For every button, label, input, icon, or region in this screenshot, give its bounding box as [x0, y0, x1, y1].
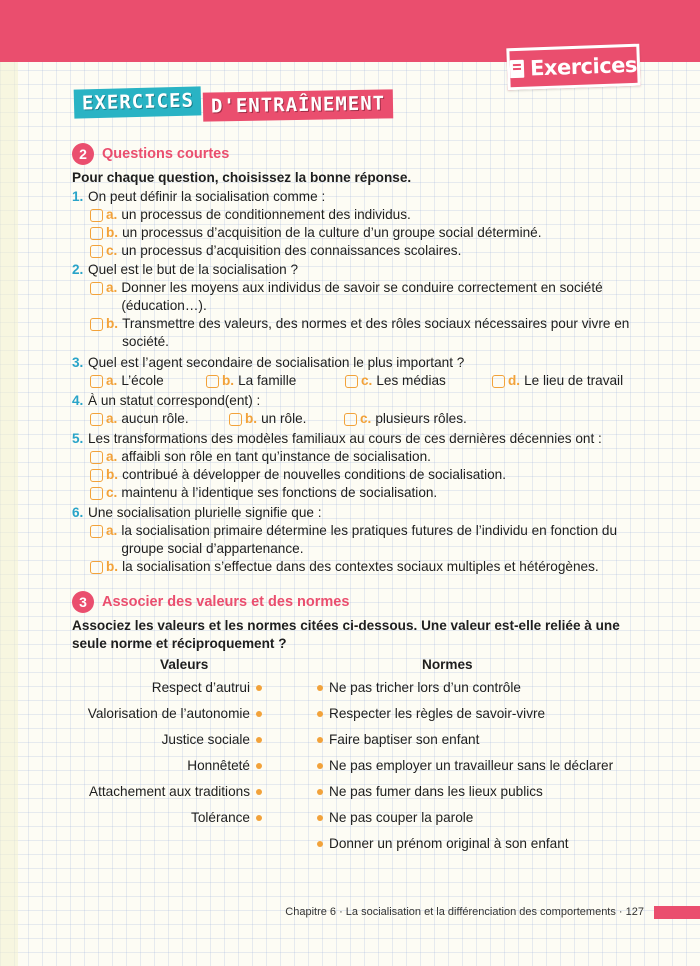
- section-title: Associer des valeurs et des normes: [102, 594, 350, 610]
- connector-dot[interactable]: [256, 685, 262, 691]
- option-row: [88, 372, 672, 390]
- option[interactable]: c. plusieurs rôles.: [344, 410, 467, 428]
- option[interactable]: c. un processus d’acquisition des connaissances scolaires.: [88, 242, 672, 260]
- norm-item[interactable]: Ne pas fumer dans les lieux publics: [317, 784, 543, 799]
- value-item[interactable]: Honnêteté: [187, 758, 262, 773]
- value-item[interactable]: Respect d’autrui: [152, 680, 262, 695]
- value-item[interactable]: Tolérance: [191, 810, 262, 825]
- checkbox[interactable]: [90, 451, 103, 464]
- question-1: 1. On peut définir la socialisation comme :: [72, 189, 326, 204]
- norm-item[interactable]: Donner un prénom original à son enfant: [317, 836, 569, 851]
- option[interactable]: b. un rôle.: [229, 410, 344, 428]
- option-row: [88, 410, 672, 428]
- option[interactable]: b. un processus d’acquisition de la culture d’un groupe social déterminé.: [88, 224, 672, 242]
- question-5: 5. Les transformations des modèles familiaux au cours de ces dernières décennies ont :: [72, 431, 602, 446]
- section-instruction: Associez les valeurs et les normes citées ci-dessous. Une valeur est-elle reliée à une seule norme et réciproquement ?: [72, 618, 620, 651]
- checkbox[interactable]: [492, 375, 505, 388]
- option[interactable]: a. affaibli son rôle en tant qu’instance de socialisation.: [88, 448, 672, 466]
- question-2: 2. Quel est le but de la socialisation ?: [72, 262, 299, 277]
- checkbox[interactable]: [90, 318, 103, 331]
- value-item[interactable]: Justice sociale: [162, 732, 262, 747]
- option[interactable]: b. contribué à développer de nouvelles conditions de socialisation.: [88, 466, 672, 484]
- section-3-heading: [72, 590, 672, 614]
- margin-strip: [0, 62, 18, 966]
- norm-item[interactable]: Ne pas couper la parole: [317, 810, 473, 825]
- connector-dot[interactable]: [317, 711, 323, 717]
- connector-dot[interactable]: [256, 763, 262, 769]
- question-4: 4. À un statut correspond(ent) :: [72, 393, 261, 408]
- banner-part-1: EXERCICES: [74, 86, 202, 118]
- section-banner: [74, 88, 393, 118]
- checkbox[interactable]: [206, 375, 219, 388]
- connector-dot[interactable]: [317, 737, 323, 743]
- section-instruction: Pour chaque question, choisissez la bonne réponse.: [72, 170, 412, 185]
- norm-item[interactable]: Ne pas employer un travailleur sans le déclarer: [317, 758, 613, 773]
- option[interactable]: c. Les médias: [345, 372, 492, 390]
- section-number: 3: [72, 591, 94, 613]
- option[interactable]: a. la socialisation primaire détermine les pratiques futures de l’individu en fonction du groupe social d’appartenance.: [88, 522, 672, 558]
- book-icon: [510, 60, 525, 78]
- checkbox[interactable]: [90, 227, 103, 240]
- section-number: 2: [72, 143, 94, 165]
- badge-label: Exercices: [529, 52, 638, 81]
- question-6: 6. Une socialisation plurielle signifie que :: [72, 505, 322, 520]
- checkbox[interactable]: [229, 413, 242, 426]
- checkbox[interactable]: [90, 525, 103, 538]
- option[interactable]: a. aucun rôle.: [90, 410, 229, 428]
- checkbox[interactable]: [90, 487, 103, 500]
- connector-dot[interactable]: [256, 737, 262, 743]
- connector-dot[interactable]: [317, 841, 323, 847]
- option[interactable]: c. maintenu à l’identique ses fonctions de socialisation.: [88, 484, 672, 502]
- checkbox[interactable]: [345, 375, 358, 388]
- option[interactable]: b. Transmettre des valeurs, des normes et des rôles sociaux nécessaires pour vivre en société.: [88, 315, 672, 351]
- checkbox[interactable]: [90, 245, 103, 258]
- section-2-heading: [72, 142, 672, 166]
- value-item[interactable]: Valorisation de l’autonomie: [88, 706, 262, 721]
- matching-exercise: [72, 657, 672, 853]
- checkbox[interactable]: [90, 469, 103, 482]
- connector-dot[interactable]: [317, 685, 323, 691]
- option[interactable]: b. la socialisation s’effectue dans des contextes sociaux multiples et hétérogènes.: [88, 558, 672, 576]
- connector-dot[interactable]: [256, 789, 262, 795]
- question-list: [72, 188, 672, 576]
- value-item[interactable]: Attachement aux traditions: [89, 784, 262, 799]
- connector-dot[interactable]: [256, 815, 262, 821]
- norm-item[interactable]: Ne pas tricher lors d’un contrôle: [317, 680, 521, 695]
- norm-item[interactable]: Faire baptiser son enfant: [317, 732, 479, 747]
- option[interactable]: d. Le lieu de travail: [492, 372, 623, 390]
- option[interactable]: a. L’école: [90, 372, 206, 390]
- checkbox[interactable]: [90, 282, 103, 295]
- checkbox[interactable]: [90, 413, 103, 426]
- page-footer: Chapitre 6 · La socialisation et la différenciation des comportements · 127: [285, 906, 644, 918]
- checkbox[interactable]: [90, 561, 103, 574]
- checkbox[interactable]: [344, 413, 357, 426]
- connector-dot[interactable]: [317, 763, 323, 769]
- option[interactable]: a. Donner les moyens aux individus de savoir se conduire correctement en société (éducation…).: [88, 279, 672, 315]
- option[interactable]: a. un processus de conditionnement des individus.: [88, 206, 672, 224]
- checkbox[interactable]: [90, 375, 103, 388]
- connector-dot[interactable]: [317, 815, 323, 821]
- connector-dot[interactable]: [317, 789, 323, 795]
- norms-header: Normes: [422, 657, 473, 672]
- checkbox[interactable]: [90, 209, 103, 222]
- exercices-badge: [506, 44, 640, 91]
- values-header: Valeurs: [160, 657, 209, 672]
- banner-part-2: D'ENTRAÎNEMENT: [203, 89, 394, 121]
- connector-dot[interactable]: [256, 711, 262, 717]
- footer-color-bar: [654, 906, 700, 919]
- option[interactable]: b. La famille: [206, 372, 345, 390]
- norm-item[interactable]: Respecter les règles de savoir-vivre: [317, 706, 545, 721]
- question-3: 3. Quel est l’agent secondaire de socialisation le plus important ?: [72, 355, 465, 370]
- section-title: Questions courtes: [102, 146, 230, 162]
- page-content: [72, 142, 672, 853]
